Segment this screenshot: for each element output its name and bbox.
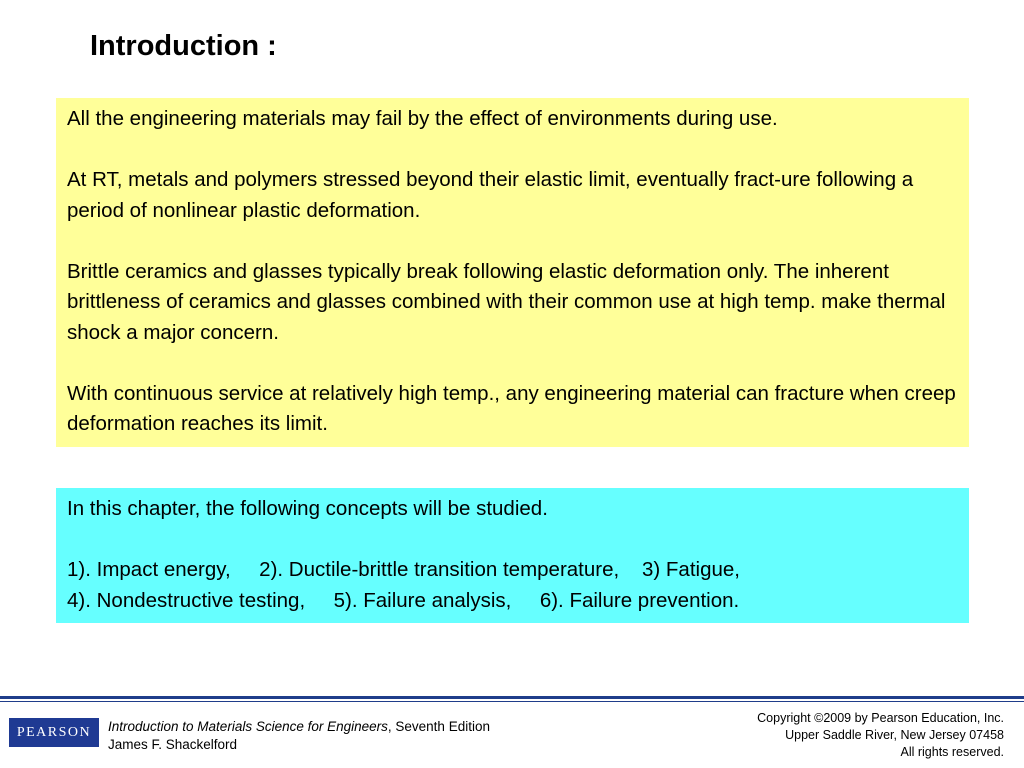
copyright-line-2: Upper Saddle River, New Jersey 07458: [785, 728, 1004, 742]
intro-paragraph-1: All the engineering materials may fail by the effect of environments during use.: [67, 107, 778, 130]
intro-paragraph-3: Brittle ceramics and glasses typically break following elastic deformation only. The inherent brittleness of ceramics and glasses combined with their common use at high temp. make thermal shock a major concern.: [67, 259, 946, 344]
book-citation: [108, 718, 490, 754]
book-edition: , Seventh Edition: [387, 719, 490, 734]
footer-divider-thick: [0, 696, 1024, 699]
copyright-line-1: Copyright ©2009 by Pearson Education, Inc.: [757, 711, 1004, 725]
concepts-line-1: 1). Impact energy, 2). Ductile-brittle transition temperature, 3) Fatigue,: [67, 558, 740, 581]
copyright-line-3: All rights reserved.: [900, 745, 1004, 759]
slide-title: Introduction :: [90, 30, 277, 62]
concepts-line-2: 4). Nondestructive testing, 5). Failure analysis, 6). Failure prevention.: [67, 588, 740, 612]
book-title: Introduction to Materials Science for Engineers: [108, 719, 388, 734]
intro-box: [56, 98, 969, 447]
chapter-concepts-box: [56, 488, 969, 623]
chapter-intro-text: In this chapter, the following concepts will be studied.: [67, 497, 548, 520]
book-title-line: [108, 718, 490, 736]
pearson-logo: PEARSON: [9, 718, 99, 747]
intro-paragraph-4: With continuous service at relatively high temp., any engineering material can fracture when creep deformation reaches its limit.: [67, 381, 956, 435]
copyright-notice: [757, 710, 1004, 761]
footer-divider-thin: [0, 701, 1024, 702]
intro-paragraph-2: At RT, metals and polymers stressed beyond their elastic limit, eventually fract-ure following a period of nonlinear plastic deformation.: [67, 168, 914, 222]
concepts-list: [67, 555, 959, 616]
book-author: James F. Shackelford: [108, 737, 238, 752]
